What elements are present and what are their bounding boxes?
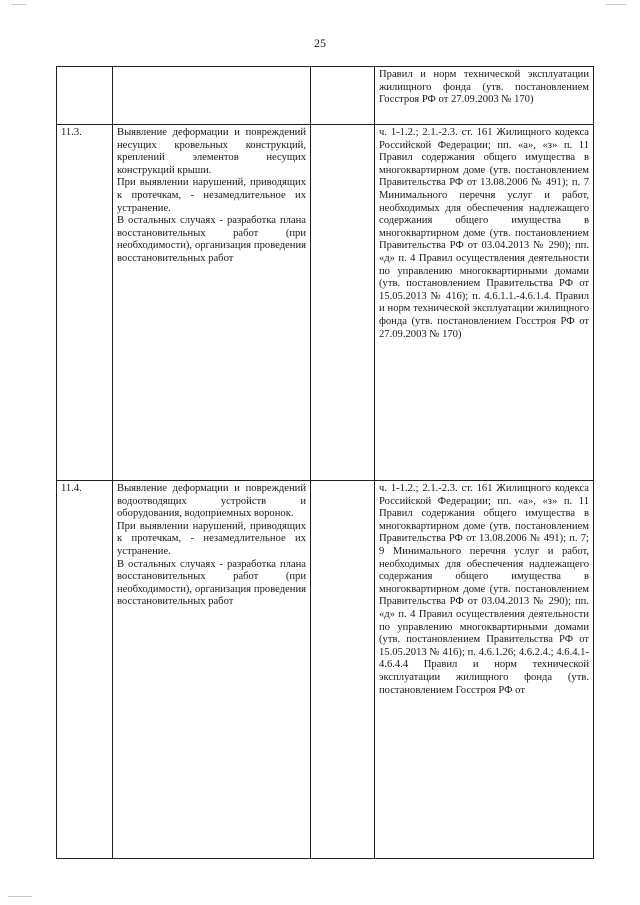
- table-row: [57, 481, 594, 859]
- work-description-cell: Выявление деформации и повреждений водоотводящих устройств и оборудования, водоприемных воронок. При выявлении нарушений, приводящих к протечкам, - незамедлительное их устранение. В остальных случаях - разработка плана восстановительных работ (при необходимости), организация проведения восстановительных работ: [113, 481, 311, 859]
- page-number: 25: [314, 36, 326, 50]
- empty-cell: [311, 125, 375, 481]
- legal-reference-cell: ч. 1-1.2.; 2.1.-2.3. ст. 161 Жилищного кодекса Российской Федерации; пп. «а», «з» п. 11 Правил содержания общего имущества в многоквартирном доме (утв. постановлением Правительства РФ от 13.08.2006 № 491); п. 7; 9 Минимального перечня услуг и работ, необходимых для обеспечения надлежащего содержания общего имущества в многоквартирном доме (утв. постановлением Правительства РФ от 03.04.2013 № 290); пп. «д» п. 4 Правил осуществления деятельности по управлению многоквартирными домами (утв. постановлением Правительства РФ от 15.05.2013 № 416); п. 4.6.1.26; 4.6.2.4.; 4.6.4.1-4.6.4.4 Правил и норм технической эксплуатации жилищного фонда (утв. постановлением Госстроя РФ от: [375, 481, 594, 859]
- work-description-cell: [113, 67, 311, 125]
- table-row: [57, 125, 594, 481]
- scan-speck: [8, 896, 32, 897]
- scan-speck: [12, 4, 26, 5]
- empty-cell: [311, 67, 375, 125]
- item-number-cell: 11.3.: [57, 125, 113, 481]
- legal-reference-cell: ч. 1-1.2.; 2.1.-2.3. ст. 161 Жилищного кодекса Российской Федерации; пп. «а», «з» п. 11 Правил содержания общего имущества в многоквартирном доме (утв. постановлением Правительства РФ от 13.08.2006 № 491); п. 7 Минимального перечня услуг и работ, необходимых для обеспечения надлежащего содержания общего имущества в многоквартирном доме (утв. постановлением Правительства РФ от 03.04.2013 № 290); пп. «д» п. 4 Правил осуществления деятельности по управлению многоквартирными домами (утв. постановлением Правительства РФ от 15.05.2013 № 416); п. 4.6.1.1.-4.6.1.4. Правил и норм технической эксплуатации жилищного фонда (утв. постановлением Госстроя РФ от 27.09.2003 № 170): [375, 125, 594, 481]
- work-description-cell: Выявление деформации и повреждений несущих кровельных конструкций, креплений элементов несущих конструкций крыши. При выявлении нарушений, приводящих к протечкам, - незамедлительное их устранение. В остальных случаях - разработка плана восстановительных работ (при необходимости), организация проведения восстановительных работ: [113, 125, 311, 481]
- empty-cell: [311, 481, 375, 859]
- item-number-cell: [57, 67, 113, 125]
- requirements-table: [56, 66, 594, 859]
- item-number-cell: 11.4.: [57, 481, 113, 859]
- legal-reference-cell: Правил и норм технической эксплуатации жилищного фонда (утв. постановлением Госстроя РФ от 27.09.2003 № 170): [375, 67, 594, 125]
- table-row: [57, 67, 594, 125]
- scan-speck: [606, 4, 626, 5]
